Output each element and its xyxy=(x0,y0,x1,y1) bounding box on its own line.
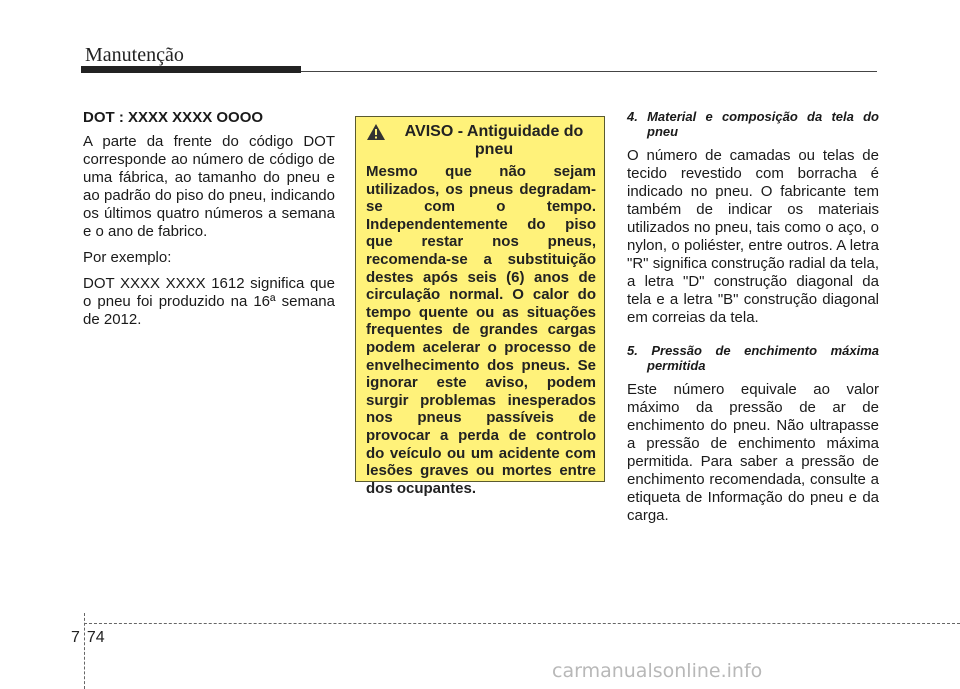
warning-title: AVISO - Antiguidade do pneu xyxy=(404,123,584,158)
footer-horizontal-rule xyxy=(84,623,960,624)
warning-title-row xyxy=(366,123,596,159)
section-title: Manutenção xyxy=(85,44,184,66)
header-rule xyxy=(301,71,877,72)
section4-text: O número de camadas ou telas de tecido revestido com borracha é indicado no pneu. O fabricante tem também de indicar os materiais utilizados no pneu, tais como o aço, o nylon, o poliéster, entre outros. A letra "R" significa construção radial da tela, a letra "D" construção diagonal da tela e a letra "B" construção diagonal em correias da tela. xyxy=(627,147,879,326)
warning-box xyxy=(355,116,605,497)
column-right xyxy=(627,109,879,533)
column-left xyxy=(83,109,335,337)
paragraph-dot-description: A parte da frente do código DOT corresponde ao número de código de uma fábrica, ao tamanho do pneu e ao padrão do piso do pneu, indicando os últimos quatro números a semana e o ano de fabrico. xyxy=(83,133,335,240)
section5-text: Este número equivale ao valor máximo da pressão de ar de enchimento do pneu. Não ultrapasse a pressão de enchimento máxima permitida. Para saber a pressão de enchimento recomendada, consulte a etiqueta de Informação do pneu e da carga. xyxy=(627,381,879,524)
page-number xyxy=(71,629,105,647)
warning-triangle-icon xyxy=(366,123,386,141)
page-number-value: 74 xyxy=(86,629,105,646)
dot-heading: DOT : XXXX XXXX OOOO xyxy=(83,109,264,126)
header-bar-thick xyxy=(81,66,301,73)
chapter-number: 7 xyxy=(71,629,80,646)
watermark: carmanualsonline.info xyxy=(552,660,763,682)
section5-title: 5. Pressão de enchimento máxima permitida xyxy=(627,343,879,373)
warning-text: Mesmo que não sejam utilizados, os pneus degradam-se com o tempo. Independentemente do piso que restar nos pneus, recomenda-se a substituição destes após seis (6) anos de circulação normal. O calor do tempo quente ou as situações frequentes de grandes cargas podem acelerar o processo de envelhecimento dos pneus. Se ignorar este aviso, podem surgir problemas inesperados nos pneus passíveis de provocar a perda de controlo do veículo ou um acidente com lesões graves ou mortes entre dos ocupantes. xyxy=(366,163,596,497)
section4-title: 4. Material e composição da tela do pneu xyxy=(627,109,879,139)
paragraph-example-label: Por exemplo: xyxy=(83,249,172,266)
paragraph-example: DOT XXXX XXXX 1612 significa que o pneu foi produzido na 16ª semana de 2012. xyxy=(83,275,335,328)
footer-vertical-rule xyxy=(84,613,86,689)
